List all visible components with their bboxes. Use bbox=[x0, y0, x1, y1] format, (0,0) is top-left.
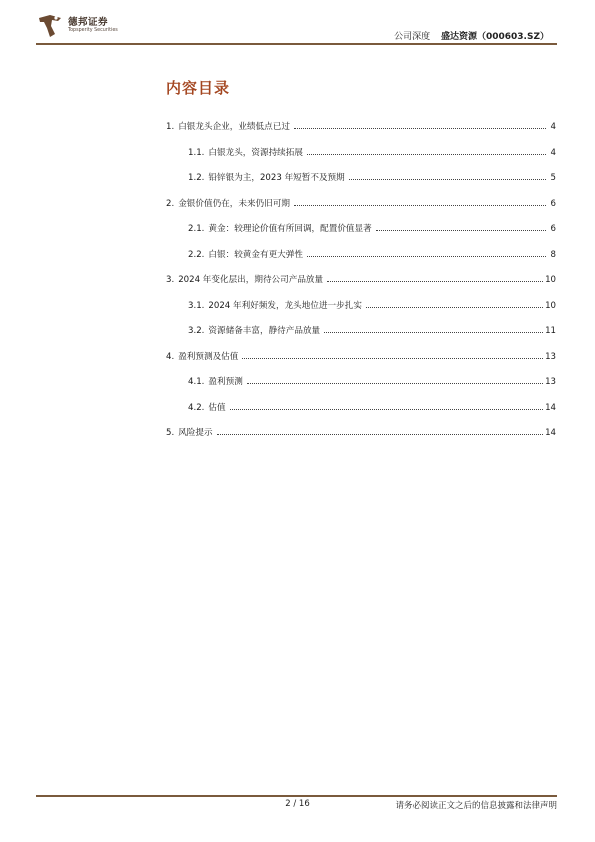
toc-entry-page: 4 bbox=[550, 122, 556, 132]
toc-leader-dots bbox=[230, 409, 543, 410]
toc-leader-dots bbox=[327, 281, 543, 282]
toc-entry-text: 白银：较黄金有更大弹性 bbox=[208, 249, 303, 260]
toc-entry-text: 风险提示 bbox=[178, 428, 213, 438]
toc-entry-number: 2.2. bbox=[188, 249, 205, 260]
toc-entry[interactable] bbox=[188, 246, 556, 260]
toc-entry[interactable] bbox=[188, 144, 556, 158]
toc-entry-page: 5 bbox=[550, 173, 556, 183]
toc-leader-dots bbox=[307, 256, 546, 257]
toc-entry-number: 5. bbox=[166, 428, 175, 438]
toc-entry[interactable] bbox=[166, 195, 556, 209]
toc-entry[interactable] bbox=[188, 322, 556, 336]
toc-entry-text: 白银龙头，资源持续拓展 bbox=[208, 147, 303, 158]
toc-entry-page: 14 bbox=[545, 428, 556, 438]
toc-entry[interactable] bbox=[188, 169, 556, 183]
toc-entry-number: 4.2. bbox=[188, 402, 205, 413]
report-header bbox=[394, 29, 549, 42]
toc-entry-page: 13 bbox=[545, 377, 556, 387]
toc-entry-number: 4. bbox=[166, 351, 175, 362]
toc-entry[interactable] bbox=[188, 399, 556, 413]
toc-entry-text: 盈利预测及估值 bbox=[178, 351, 239, 362]
toc-entry-text: 2024 年变化层出，期待公司产品放量 bbox=[178, 275, 324, 285]
report-type: 公司深度 bbox=[394, 32, 431, 42]
toc-entry[interactable] bbox=[166, 424, 556, 438]
toc-entry-text: 盈利预测 bbox=[208, 377, 243, 387]
toc-leader-dots bbox=[247, 383, 543, 384]
toc-entry-page: 10 bbox=[545, 300, 556, 311]
toc-leader-dots bbox=[294, 205, 546, 206]
toc-entry-text: 2024 年利好频发，龙头地位进一步扎实 bbox=[208, 300, 362, 311]
toc-entry-number: 3.1. bbox=[188, 300, 205, 311]
toc-leader-dots bbox=[307, 154, 546, 155]
toc-entry-number: 2. bbox=[166, 198, 175, 209]
toc-entry[interactable] bbox=[188, 297, 556, 311]
toc-leader-dots bbox=[242, 358, 543, 359]
toc-entry-number: 1.1. bbox=[188, 147, 205, 158]
toc-entry-page: 10 bbox=[545, 275, 556, 285]
toc-entry-text: 资源储备丰富，静待产品放量 bbox=[208, 326, 321, 336]
toc-entry-number: 1.2. bbox=[188, 173, 205, 183]
toc-entry-page: 8 bbox=[550, 249, 556, 260]
toc-leader-dots bbox=[217, 434, 543, 435]
stock-name: 盛达资源（000603.SZ） bbox=[440, 32, 549, 42]
footer-divider bbox=[36, 795, 557, 797]
toc-entry-page: 13 bbox=[545, 351, 556, 362]
toc-entry[interactable] bbox=[166, 271, 556, 285]
toc-leader-dots bbox=[324, 332, 543, 333]
toc-entry-number: 3.2. bbox=[188, 326, 205, 336]
toc-entry-page: 11 bbox=[545, 326, 556, 336]
toc-entry-text: 金银价值仍在，未来仍旧可期 bbox=[178, 198, 290, 209]
header-divider bbox=[36, 43, 557, 45]
company-name-en: Topsperity Securities bbox=[68, 28, 118, 33]
toc-entry-text: 黄金：较理论价值有所回调，配置价值显著 bbox=[208, 224, 372, 234]
toc-entry-text: 铅锌银为主，2023 年短暂不及预期 bbox=[208, 173, 345, 183]
toc-entry-text: 白银龙头企业，业绩低点已过 bbox=[178, 122, 290, 132]
toc-entry-page: 14 bbox=[545, 402, 556, 413]
toc-entry-number: 3. bbox=[166, 275, 175, 285]
toc-entry-number: 2.1. bbox=[188, 224, 205, 234]
page-number: 2 / 16 bbox=[285, 799, 310, 809]
toc-leader-dots bbox=[294, 128, 546, 129]
logo-icon bbox=[36, 12, 64, 40]
toc-entry-page: 4 bbox=[550, 147, 556, 158]
toc-entry-number: 1. bbox=[166, 122, 175, 132]
toc-entry[interactable] bbox=[188, 220, 556, 234]
toc-title: 内容目录 bbox=[166, 79, 231, 97]
toc-entry[interactable] bbox=[166, 118, 556, 132]
toc-leader-dots bbox=[349, 179, 546, 180]
company-name-cn: 德邦证券 bbox=[68, 17, 109, 28]
toc-entry-page: 6 bbox=[550, 198, 556, 209]
toc-leader-dots bbox=[376, 230, 546, 231]
toc-entry-page: 6 bbox=[550, 224, 556, 234]
toc-entry-text: 估值 bbox=[208, 402, 226, 413]
toc-entry[interactable] bbox=[166, 348, 556, 362]
legal-disclaimer: 请务必阅读正文之后的信息披露和法律声明 bbox=[395, 801, 557, 811]
toc-entry[interactable] bbox=[188, 373, 556, 387]
company-logo bbox=[36, 12, 146, 40]
toc-leader-dots bbox=[366, 307, 543, 308]
toc-entry-number: 4.1. bbox=[188, 377, 205, 387]
